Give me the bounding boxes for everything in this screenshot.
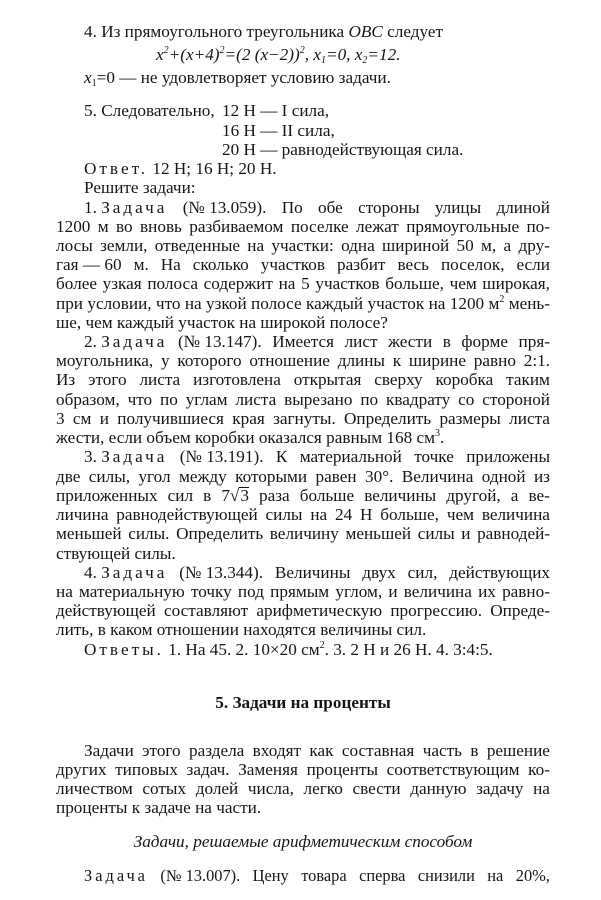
p2-line4: образом, что по углам листа вырезано по квадрату со стороной — [56, 390, 550, 409]
p1-line4: гая — 60 м. На сколько участков разбит весь поселок, если — [56, 255, 550, 274]
p3-line1: 3. Задача (№ 13.191). К материальной точке приложены — [84, 447, 550, 466]
p2-line2: моугольника, у которого отношение длины к ширине равно 2:1. — [56, 351, 550, 370]
p2-line5: 3 см и получившиеся края загнуты. Определить размеры листа — [56, 409, 550, 428]
p3-line3: приложенных сил в 7√3 раза больше величины другой, а ве- — [56, 486, 550, 505]
solve-header: Решите задачи: — [84, 178, 196, 197]
intro-line1: Задачи этого раздела входят как составная часть в решение — [84, 741, 550, 760]
answers-line: Ответы. 1. На 45. 2. 10×20 $см^2$. 3. 2 Н и 26 Н. 4. 3:4:5. — [84, 640, 493, 659]
item4-line1: 4. Из прямоугольного треугольника OBC следует — [84, 22, 443, 41]
p3-line6: ствующей силы. — [56, 544, 176, 563]
item5-line3: 20 Н — равнодействующая сила. — [222, 140, 464, 159]
equation: $x^2+(x+4)^2=(2$ (x−2))$^2$, $x_1=0$, $x_2=12$. — [156, 45, 401, 66]
item4-note: $x_1=0$ — не удовлетворяет условию задачи. — [84, 68, 391, 89]
p1-line1: 1. Задача (№ 13.059). По обе стороны улицы длиной — [84, 198, 550, 217]
section-title: 5. Задачи на проценты — [215, 693, 391, 712]
p3-line5: меньшей силы. Определить величину меньшей силы и равнодей- — [56, 524, 550, 543]
answer-line: Ответ. 12 Н; 16 Н; 20 Н. — [84, 159, 277, 178]
p1-line3: лосы земли, отведенные на участки: одна шириной 50 м, а дру- — [56, 236, 550, 255]
p1-line7: ше, чем каждый участок на широкой полосе? — [56, 313, 388, 332]
p2-line1: 2. Задача (№ 13.147). Имеется лист жести в форме пря- — [84, 332, 550, 351]
p4-line2: на материальную точку под прямым углом, и величина их равно- — [56, 582, 550, 601]
intro-line2: других типовых задач. Заменяя проценты соответствующим ко- — [56, 760, 550, 779]
p4-line3: действующей составляют арифметическую прогрессию. Опреде- — [56, 601, 550, 620]
p4-line1: 4. Задача (№ 13.344). Величины двух сил, действующих — [84, 563, 550, 582]
p5-line1: Задача (№ 13.007). Цену товара сперва снизили на 20%, — [84, 866, 550, 885]
p2-line6: жести, если объем коробки оказался равным 168 $см^3$. — [56, 428, 445, 447]
p2-line3: Из этого листа изготовлена открытая сверху коробка таким — [56, 370, 550, 389]
item5-lead: 5. Следовательно, — [84, 101, 215, 120]
intro-line3: личеством сотых долей числа, легко свести данную задачу на — [56, 779, 550, 798]
item5-line1: 12 Н — I сила, — [222, 101, 330, 120]
p1-line5: более узкая полоса содержит на 5 участков больше, чем широкая, — [56, 274, 550, 293]
p1-line2: 1200 м во вновь разбиваемом поселке лежат прямоугольные по- — [56, 217, 550, 236]
p3-line2: две силы, угол между которыми равен 30°. Величина одной из — [56, 467, 550, 486]
sqrt-symbol: √ — [229, 486, 240, 505]
item5-line2: 16 Н — II сила, — [222, 121, 335, 140]
p3-line4: личина равнодействующей силы на 24 Н больше, чем величина — [56, 505, 550, 524]
subsection-title: Задачи, решаемые арифметическим способом — [133, 832, 473, 851]
p4-line4: лить, в каком отношении находятся величины сил. — [56, 620, 427, 639]
intro-line4: проценты к задаче на части. — [56, 798, 262, 817]
p1-line6: при условии, что на узкой полосе каждый участок на 1200 $м^2$ мень- — [56, 294, 550, 313]
